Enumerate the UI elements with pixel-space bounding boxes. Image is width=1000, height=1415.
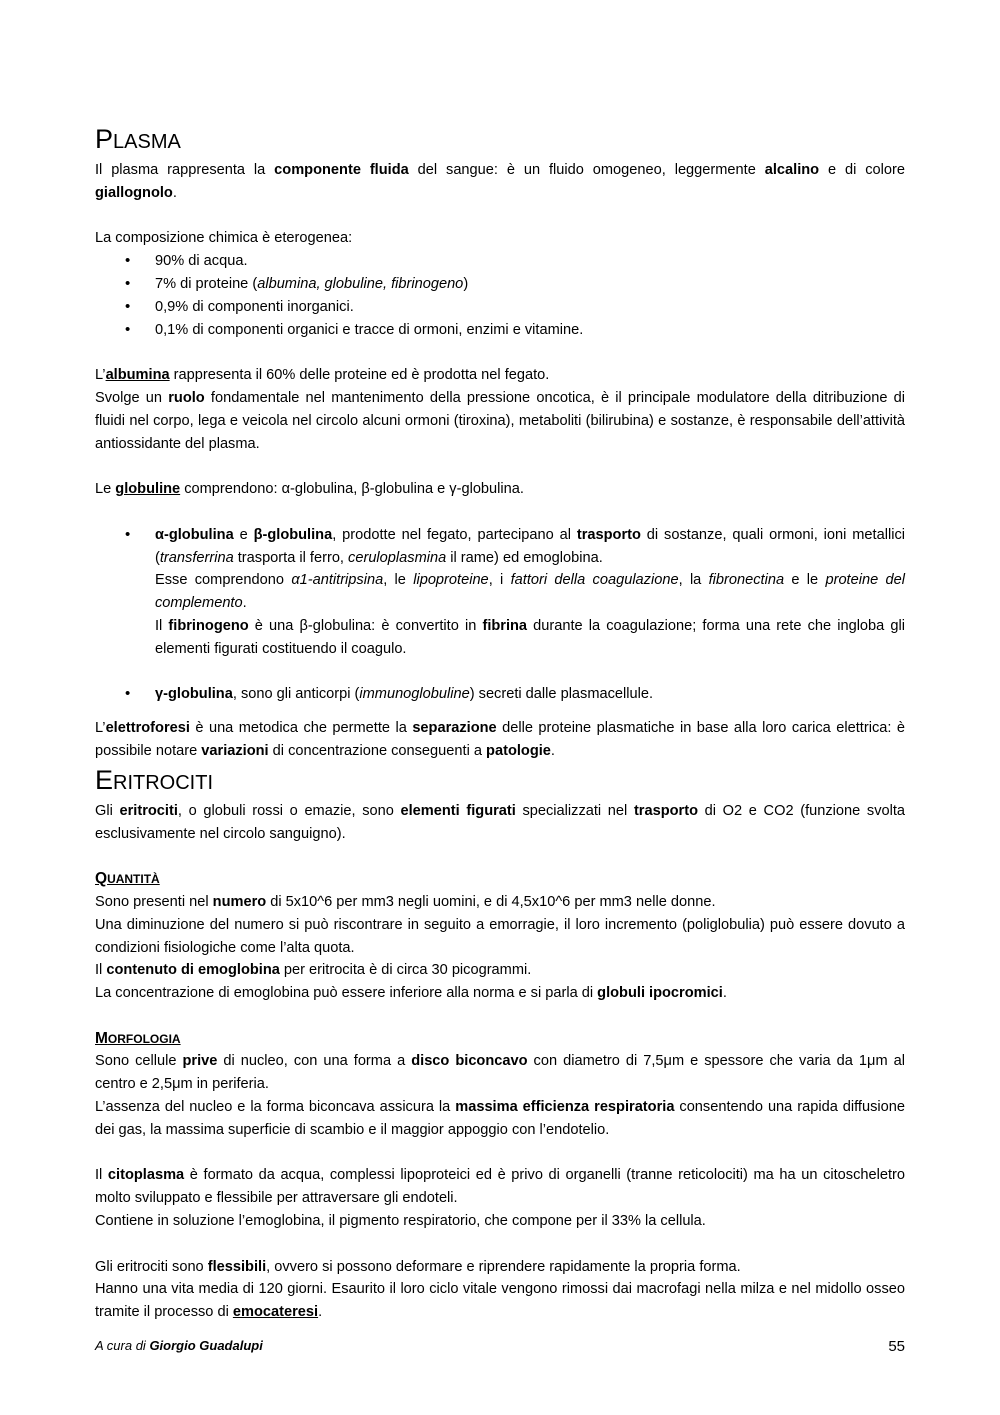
footer-author: Giorgio Guadalupi xyxy=(149,1338,263,1353)
albumina-paragraph: L’albumina rappresenta il 60% delle proteine ed è prodotta nel fegato. Svolge un ruolo fondamentale nel mantenimento della pressione oncotica, è il principale modulatore della ditribuzione di fluidi nel corpo, lega e veicola nel circolo alcuni ormoni (tiroxina), metaboliti (bilirubina) e sostanze, è responsabile dell’attività antiossidante del plasma. xyxy=(95,367,905,452)
section-heading-eritrociti: ERITROCITI xyxy=(95,764,214,795)
footer-credit: A cura di Giorgio Guadalupi xyxy=(95,1338,263,1353)
globuline-list-2 xyxy=(95,683,905,706)
list-item: • α-globulina e β-globulina, prodotte nel fegato, partecipano al trasporto di sostanze, quali ormoni, ioni metallici (transferrina trasporta il ferro, ceruloplasmina il rame) ed emoglobina. Esse comprendono α1-antitripsina, le lipoproteine, i fattori della coagulazione, la fibronectina e le proteine del complemento. Il fibrinogeno è una β-globulina: è convertito in fibrina durante la coagulazione; forma una rete che ingloba gli elementi figurati costituendo il coagulo. xyxy=(95,524,905,661)
globuline-list xyxy=(95,524,905,661)
subheading-quantita: QUANTITÀ xyxy=(95,870,160,888)
composition-list xyxy=(95,250,905,341)
list-item: • γ-globulina, sono gli anticorpi (immunoglobuline) secreti dalle plasmacellule. xyxy=(95,683,905,706)
list-item: • 0,1% di componenti organici e tracce di ormoni, enzimi e vitamine. xyxy=(95,319,905,342)
morfologia-paragraph: Sono cellule prive di nucleo, con una forma a disco biconcavo con diametro di 7,5μm e spessore che varia da 1μm al centro e 2,5μm in periferia. L’assenza del nucleo e la forma biconcava assicura la massima efficienza respiratoria consentendo una rapida diffusione dei gas, la massima superficie di scambio e il maggior appoggio con l’endotelio. xyxy=(95,1053,905,1138)
citoplasma-paragraph: Il citoplasma è formato da acqua, complessi lipoproteici ed è privo di organelli (tranne reticolociti) ma ha un citoscheletro molto sviluppato e flessibile per attraversare gli endoteli. Contiene in soluzione l’emoglobina, il pigmento respiratorio, che compone per il 33% la cellula. xyxy=(95,1167,905,1230)
subheading-morfologia: MORFOLOGIA xyxy=(95,1029,181,1047)
globuline-paragraph: Le globuline comprendono: α-globulina, β-globulina e γ-globulina. xyxy=(95,481,524,498)
eritrociti-intro-paragraph: Gli eritrociti, o globuli rossi o emazie, sono elementi figurati specializzati nel trasporto di O2 e CO2 (funzione svolta esclusivamente nel circolo sanguigno). xyxy=(95,802,906,842)
list-item: • 90% di acqua. xyxy=(95,250,905,273)
list-item: • 0,9% di componenti inorganici. xyxy=(95,296,905,319)
list-item: • 7% di proteine (albumina, globuline, fibrinogeno) xyxy=(95,273,905,296)
page-number: 55 xyxy=(888,1338,905,1355)
quantita-paragraph: Sono presenti nel numero di 5x10^6 per mm3 negli uomini, e di 4,5x10^6 per mm3 nelle donne. Una diminuzione del numero si può riscontrare in seguito a emorragie, il loro incremento (poliglobulia) può essere dovuto a condizioni fisiologiche come l’alta quota. Il contenuto di emoglobina per eritrocita è di circa 30 picogrammi. La concentrazione di emoglobina può essere inferiore alla norma e si parla di globuli ipocromici. xyxy=(95,893,905,1002)
section-heading-plasma: PLASMA xyxy=(95,124,181,154)
elettroforesi-paragraph: L’elettroforesi è una metodica che permette la separazione delle proteine plasmatiche in base alla loro carica elettrica: è possibile notare variazioni di concentrazione conseguenti a patologie. xyxy=(95,720,905,759)
flessibili-paragraph: Gli eritrociti sono flessibili, ovvero si possono deformare e riprendere rapidamente la propria forma. Hanno una vita media di 120 giorni. Esaurito il loro ciclo vitale vengono rimossi dai macrofagi nella milza e nel midollo osseo tramite il processo di emocateresi. xyxy=(95,1258,905,1321)
plasma-intro-paragraph: Il plasma rappresenta la componente fluida del sangue: è un fluido omogeneo, leggermente alcalino e di colore giallognolo. xyxy=(95,162,905,201)
composition-label: La composizione chimica è eterogenea: xyxy=(95,230,353,247)
document-page xyxy=(95,122,905,1324)
